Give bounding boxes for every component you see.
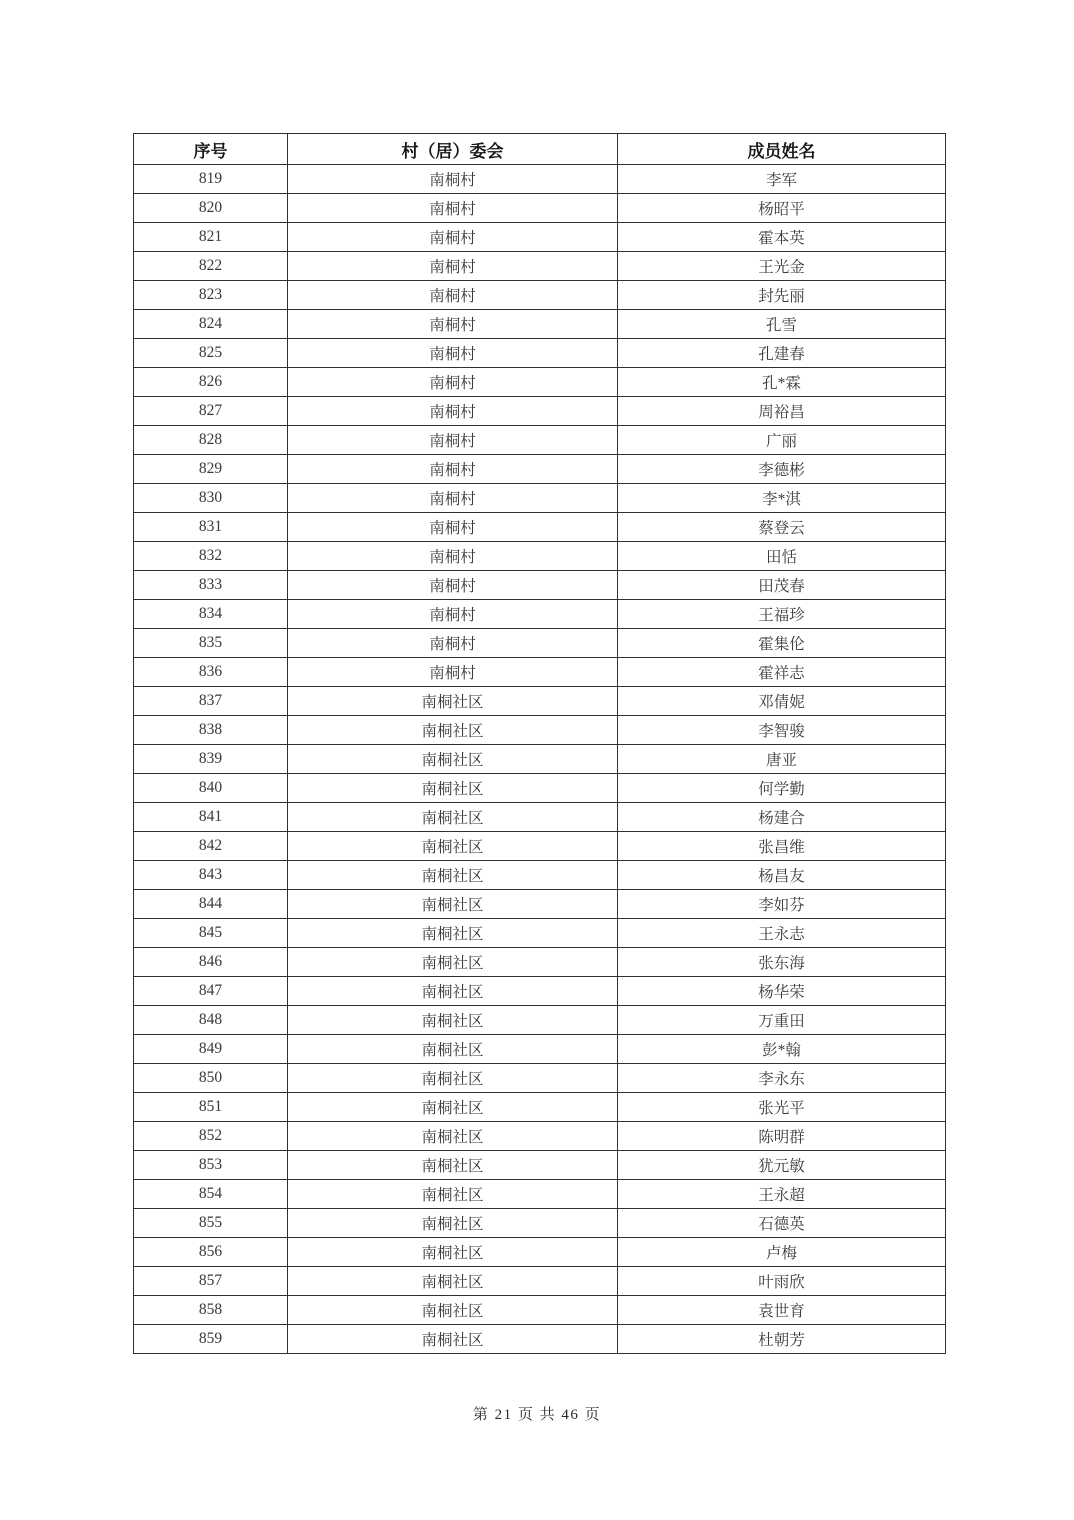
- member-name-cell: 李军: [618, 165, 946, 194]
- member-name-cell: 袁世育: [618, 1296, 946, 1325]
- table-row: [134, 716, 946, 745]
- member-name-cell: 周裕昌: [618, 397, 946, 426]
- table-row: [134, 1325, 946, 1354]
- member-name-cell: 霍祥志: [618, 658, 946, 687]
- row-number-cell: 829: [134, 455, 288, 484]
- member-name-cell: 卢梅: [618, 1238, 946, 1267]
- table-row: [134, 397, 946, 426]
- row-number-cell: 838: [134, 716, 288, 745]
- table-row: [134, 1093, 946, 1122]
- row-number-cell: 855: [134, 1209, 288, 1238]
- row-number-cell: 845: [134, 919, 288, 948]
- table-row: [134, 919, 946, 948]
- member-name-cell: 李智骏: [618, 716, 946, 745]
- table-row: [134, 484, 946, 513]
- table-row: [134, 252, 946, 281]
- committee-cell: 南桐社区: [288, 1180, 618, 1209]
- committee-cell: 南桐社区: [288, 919, 618, 948]
- member-name-cell: 张东海: [618, 948, 946, 977]
- table-row: [134, 1122, 946, 1151]
- table-row: [134, 629, 946, 658]
- row-number-cell: 825: [134, 339, 288, 368]
- table-row: [134, 1064, 946, 1093]
- committee-cell: 南桐社区: [288, 803, 618, 832]
- member-name-cell: 杨建合: [618, 803, 946, 832]
- member-name-cell: 田恬: [618, 542, 946, 571]
- committee-cell: 南桐社区: [288, 1325, 618, 1354]
- committee-cell: 南桐村: [288, 600, 618, 629]
- row-number-cell: 830: [134, 484, 288, 513]
- row-number-cell: 856: [134, 1238, 288, 1267]
- table-row: [134, 165, 946, 194]
- row-number-cell: 840: [134, 774, 288, 803]
- row-number-cell: 859: [134, 1325, 288, 1354]
- member-name-cell: 叶雨欣: [618, 1267, 946, 1296]
- member-name-cell: 霍本英: [618, 223, 946, 252]
- table-row: [134, 1296, 946, 1325]
- committee-cell: 南桐村: [288, 426, 618, 455]
- row-number-cell: 848: [134, 1006, 288, 1035]
- row-number-cell: 844: [134, 890, 288, 919]
- table-row: [134, 803, 946, 832]
- committee-cell: 南桐社区: [288, 716, 618, 745]
- member-name-cell: 李*淇: [618, 484, 946, 513]
- row-number-cell: 824: [134, 310, 288, 339]
- row-number-cell: 833: [134, 571, 288, 600]
- page-footer: 第 21 页 共 46 页: [472, 1407, 602, 1423]
- committee-cell: 南桐社区: [288, 861, 618, 890]
- committee-cell: 南桐社区: [288, 1151, 618, 1180]
- committee-cell: 南桐村: [288, 310, 618, 339]
- row-number-cell: 850: [134, 1064, 288, 1093]
- row-number-cell: 851: [134, 1093, 288, 1122]
- committee-cell: 南桐社区: [288, 1238, 618, 1267]
- committee-cell: 南桐社区: [288, 948, 618, 977]
- table-row: [134, 1035, 946, 1064]
- table-row: [134, 1151, 946, 1180]
- committee-cell: 南桐村: [288, 368, 618, 397]
- committee-cell: 南桐村: [288, 484, 618, 513]
- committee-cell: 南桐社区: [288, 832, 618, 861]
- committee-cell: 南桐社区: [288, 687, 618, 716]
- member-name-cell: 杨昌友: [618, 861, 946, 890]
- table-row: [134, 1006, 946, 1035]
- header-cell-index: 序号: [134, 134, 288, 165]
- row-number-cell: 852: [134, 1122, 288, 1151]
- committee-cell: 南桐村: [288, 281, 618, 310]
- member-name-cell: 王福珍: [618, 600, 946, 629]
- committee-cell: 南桐社区: [288, 1093, 618, 1122]
- row-number-cell: 853: [134, 1151, 288, 1180]
- row-number-cell: 821: [134, 223, 288, 252]
- row-number-cell: 831: [134, 513, 288, 542]
- committee-cell: 南桐社区: [288, 1296, 618, 1325]
- committee-cell: 南桐村: [288, 339, 618, 368]
- row-number-cell: 836: [134, 658, 288, 687]
- row-number-cell: 849: [134, 1035, 288, 1064]
- member-name-cell: 唐亚: [618, 745, 946, 774]
- committee-cell: 南桐村: [288, 455, 618, 484]
- member-name-cell: 李德彬: [618, 455, 946, 484]
- table-row: [134, 1238, 946, 1267]
- member-name-cell: 杜朝芳: [618, 1325, 946, 1354]
- member-name-cell: 犹元敏: [618, 1151, 946, 1180]
- member-name-cell: 张昌维: [618, 832, 946, 861]
- row-number-cell: 854: [134, 1180, 288, 1209]
- member-name-cell: 石德英: [618, 1209, 946, 1238]
- table-row: [134, 861, 946, 890]
- member-name-cell: 霍集伦: [618, 629, 946, 658]
- committee-cell: 南桐村: [288, 223, 618, 252]
- member-name-cell: 李永东: [618, 1064, 946, 1093]
- row-number-cell: 832: [134, 542, 288, 571]
- member-name-cell: 王永超: [618, 1180, 946, 1209]
- member-name-cell: 王永志: [618, 919, 946, 948]
- table-row: [134, 571, 946, 600]
- committee-cell: 南桐社区: [288, 1035, 618, 1064]
- row-number-cell: 826: [134, 368, 288, 397]
- row-number-cell: 837: [134, 687, 288, 716]
- committee-cell: 南桐社区: [288, 1267, 618, 1296]
- row-number-cell: 827: [134, 397, 288, 426]
- table-row: [134, 600, 946, 629]
- committee-cell: 南桐村: [288, 194, 618, 223]
- row-number-cell: 843: [134, 861, 288, 890]
- table-row: [134, 455, 946, 484]
- committee-cell: 南桐村: [288, 252, 618, 281]
- member-name-cell: 孔建春: [618, 339, 946, 368]
- header-cell-committee: 村（居）委会: [288, 134, 618, 165]
- committee-cell: 南桐社区: [288, 977, 618, 1006]
- member-name-cell: 张光平: [618, 1093, 946, 1122]
- table-row: [134, 745, 946, 774]
- row-number-cell: 846: [134, 948, 288, 977]
- table-row: [134, 1209, 946, 1238]
- member-name-cell: 李如芬: [618, 890, 946, 919]
- table-row: [134, 426, 946, 455]
- committee-cell: 南桐社区: [288, 1209, 618, 1238]
- table-row: [134, 194, 946, 223]
- member-name-cell: 邓倩妮: [618, 687, 946, 716]
- member-name-cell: 广丽: [618, 426, 946, 455]
- member-name-cell: 彭*翰: [618, 1035, 946, 1064]
- table-row: [134, 687, 946, 716]
- table-row: [134, 1267, 946, 1296]
- row-number-cell: 834: [134, 600, 288, 629]
- row-number-cell: 841: [134, 803, 288, 832]
- member-name-cell: 蔡登云: [618, 513, 946, 542]
- row-number-cell: 822: [134, 252, 288, 281]
- table-header-row: [134, 134, 946, 165]
- member-name-cell: 封先丽: [618, 281, 946, 310]
- committee-cell: 南桐社区: [288, 890, 618, 919]
- table-row: [134, 658, 946, 687]
- table-row: [134, 832, 946, 861]
- committee-cell: 南桐村: [288, 165, 618, 194]
- table-row: [134, 977, 946, 1006]
- row-number-cell: 828: [134, 426, 288, 455]
- table-row: [134, 223, 946, 252]
- table-row: [134, 774, 946, 803]
- committee-cell: 南桐社区: [288, 774, 618, 803]
- member-roster-table: [133, 133, 946, 1354]
- row-number-cell: 858: [134, 1296, 288, 1325]
- table-row: [134, 948, 946, 977]
- committee-cell: 南桐村: [288, 397, 618, 426]
- table-row: [134, 890, 946, 919]
- committee-cell: 南桐村: [288, 658, 618, 687]
- committee-cell: 南桐村: [288, 513, 618, 542]
- member-name-cell: 田茂春: [618, 571, 946, 600]
- table-row: [134, 368, 946, 397]
- row-number-cell: 823: [134, 281, 288, 310]
- committee-cell: 南桐村: [288, 542, 618, 571]
- committee-cell: 南桐村: [288, 629, 618, 658]
- member-name-cell: 陈明群: [618, 1122, 946, 1151]
- table-row: [134, 513, 946, 542]
- member-name-cell: 何学勤: [618, 774, 946, 803]
- row-number-cell: 819: [134, 165, 288, 194]
- header-cell-member-name: 成员姓名: [618, 134, 946, 165]
- table-row: [134, 310, 946, 339]
- table-row: [134, 339, 946, 368]
- member-name-cell: 孔*霖: [618, 368, 946, 397]
- row-number-cell: 835: [134, 629, 288, 658]
- member-name-cell: 杨华荣: [618, 977, 946, 1006]
- member-name-cell: 万重田: [618, 1006, 946, 1035]
- member-name-cell: 杨昭平: [618, 194, 946, 223]
- table-row: [134, 1180, 946, 1209]
- row-number-cell: 839: [134, 745, 288, 774]
- committee-cell: 南桐社区: [288, 745, 618, 774]
- committee-cell: 南桐社区: [288, 1122, 618, 1151]
- row-number-cell: 857: [134, 1267, 288, 1296]
- table-body: [134, 165, 946, 1354]
- committee-cell: 南桐社区: [288, 1064, 618, 1093]
- member-name-cell: 王光金: [618, 252, 946, 281]
- committee-cell: 南桐社区: [288, 1006, 618, 1035]
- row-number-cell: 842: [134, 832, 288, 861]
- row-number-cell: 820: [134, 194, 288, 223]
- table-row: [134, 281, 946, 310]
- committee-cell: 南桐村: [288, 571, 618, 600]
- row-number-cell: 847: [134, 977, 288, 1006]
- table-row: [134, 542, 946, 571]
- member-name-cell: 孔雪: [618, 310, 946, 339]
